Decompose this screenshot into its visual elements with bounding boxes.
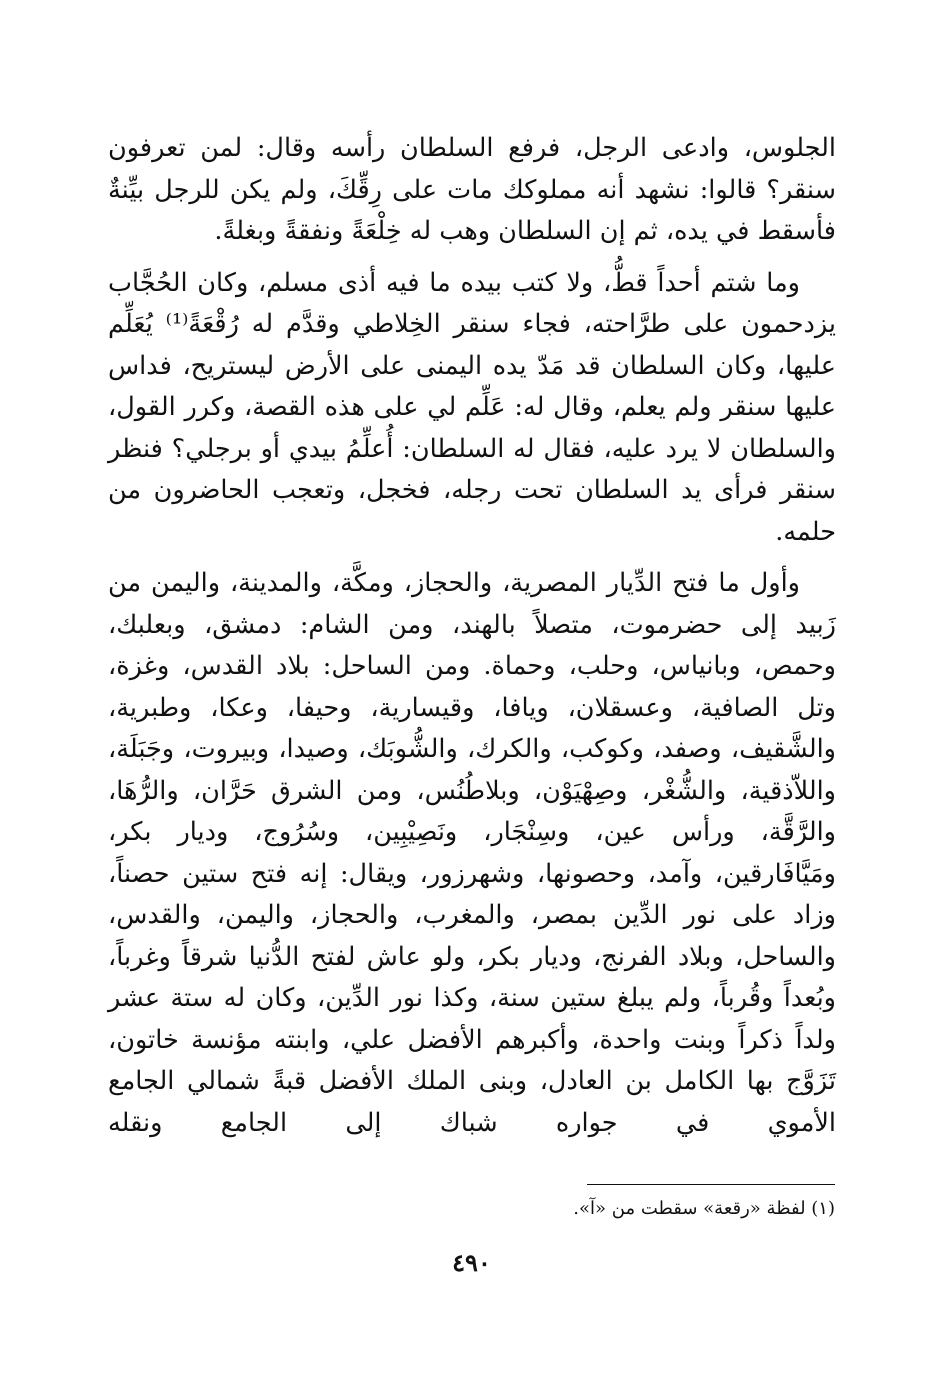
footnote-divider <box>587 1184 835 1185</box>
footnote: (١) لفظة «رقعة» سقطت من «آ». <box>573 1198 835 1219</box>
paragraph-3: وأول ما فتح الدِّيار المصرية، والحجاز، ومكَّة، والمدينة، واليمن من زَبيد إلى حضرموت، متصلاً بالهند، ومن الشام: دمشق، وبعلبك، وحمص، وبانياس، وحلب، وحماة. ومن الساحل: بلاد القدس، وغزة، وتل الصافية، وعسقلان، ويافا، وقيسارية، وحيفا، وعكا، وطبرية، والشَّقيف، وصفد، وكوكب، والكرك، والشُّوبَك، وصيدا، وبيروت، وجَبَلَة، واللاّذقية، والشُّغْر، وصِهْيَوْن، وبلاطُنُس، ومن الشرق حَرَّان، والرُّهَا، والرَّقَّة، ورأس عين، وسِنْجَار، ونَصِيْبِين، وسُرُوج، وديار بكر، ومَيَّافَارقين، وآمد، وحصونها، وشهرزور، ويقال: إنه فتح ستين حصناً، وزاد على نور الدِّين بمصر، والمغرب، والحجاز، واليمن، والقدس، والساحل، وبلاد الفرنج، وديار بكر، ولو عاش لفتح الدُّنيا شرقاً وغرباً، وبُعداً وقُرباً، ولم يبلغ ستين سنة، وكذا نور الدِّين، وكان له ستة عشر ولداً ذكراً وبنت واحدة، وأكبرهم الأفضل علي، وابنته مؤنسة خاتون، تَزَوَّج بها الكامل بن العادل، وبنى الملك الأفضل قبةً شمالي الجامع الأموي في جواره شباك إلى الجامع ونقله <box>108 568 836 1138</box>
paragraph-1: الجلوس، وادعى الرجل، فرفع السلطان رأسه وقال: لمن تعرفون سنقر؟ قالوا: نشهد أنه مملوكك مات على رِقِّكَ، ولم يكن للرجل بيِّنةٌ فأسقط في يده، ثم إن السلطان وهب له خِلْعَةً ونفقةً وبغلةً. <box>108 133 836 246</box>
paragraph-2: وما شتم أحداً قطُّ، ولا كتب بيده ما فيه أذى مسلم، وكان الحُجَّاب يزدحمون على طرَّاحته، فجاء سنقر الخِلاطي وقدَّم له رُقْعَةً⁽¹⁾ يُعَلِّم عليها، وكان السلطان قد مَدّ يده اليمنى على الأرض ليستريح، فداس عليها سنقر ولم يعلم، وقال له: عَلِّم لي على هذه القصة، وكرر القول، والسلطان لا يرد عليه، فقال له السلطان: أُعلِّمُ بيدي أو برجلي؟ فنظر سنقر فرأى يد السلطان تحت رجله، فخجل، وتعجب الحاضرون من حلمه. <box>108 267 837 547</box>
page-number: ٤٩٠ <box>452 1248 491 1277</box>
body-text <box>108 128 836 1154</box>
